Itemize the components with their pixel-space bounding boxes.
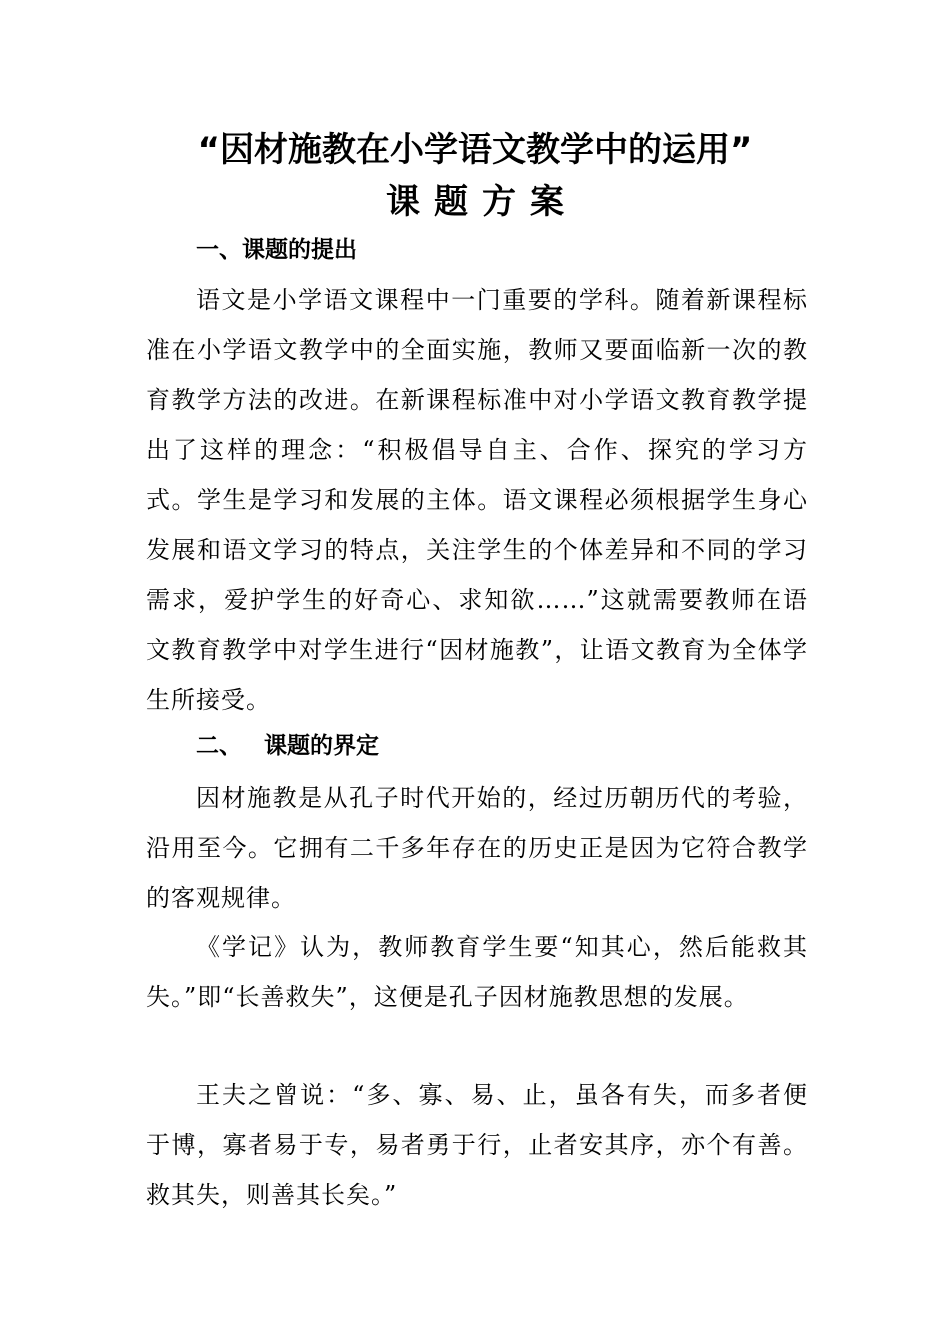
paragraph-definition-1: 因材施教是从孔子时代开始的，经过历朝历代的考验，沿用至今。它拥有二千多年存在的历史正是因为它符合教学的客观规律。: [146, 784, 808, 912]
paragraph-proposal: 语文是小学语文课程中一门重要的学科。随着新课程标准在小学语文教学中的全面实施，教师又要面临新一次的教育教学方法的改进。在新课程标准中对小学语文教育教学提出了这样的理念：“积极倡导自主、合作、探究的学习方式。学生是学习和发展的主体。语文课程必须根据学生身心发展和语文学习的特点，关注学生的个体差异和不同的学习需求，爱护学生的好奇心、求知欲……”这就需要教师在语文教育教学中对学生进行“因材施教”，让语文教育为全体学生所接受。: [146, 286, 808, 714]
document-subtitle: 课题方案: [386, 182, 578, 222]
paragraph-definition-2: 《学记》认为，教师教育学生要“知其心，然后能救其失。”即“长善救失”，这便是孔子因材施教思想的发展。: [146, 933, 808, 1011]
paragraph-definition-3: 王夫之曾说：“多、寡、易、止，虽各有失，而多者便于博，寡者易于专，易者勇于行，止者安其序，亦个有善。救其失，则善其长矣。”: [146, 1081, 808, 1209]
section-heading-text: 课题的界定: [264, 733, 379, 759]
section-heading-proposal: 一、课题的提出: [196, 237, 357, 263]
document-title: “因材施教在小学语文教学中的运用”: [197, 130, 753, 170]
section-heading-definition: [196, 730, 379, 762]
section-heading-number: 二、: [196, 733, 242, 759]
